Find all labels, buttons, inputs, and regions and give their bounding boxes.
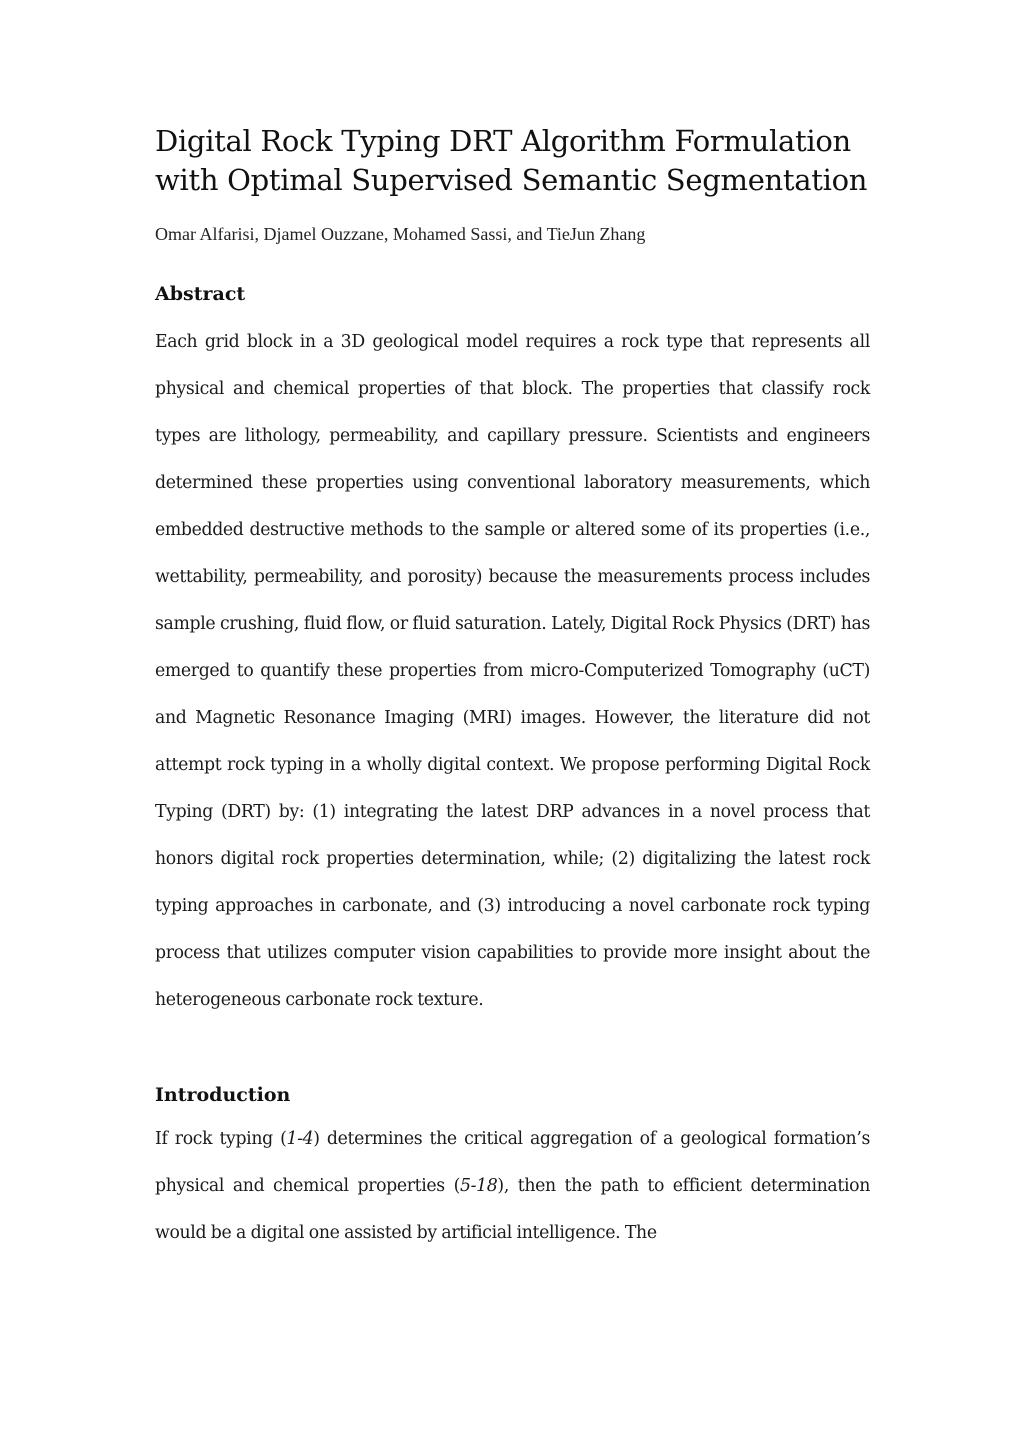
abstract-heading: Abstract [155, 283, 246, 305]
introduction-text-part-2: ) determines the critical aggregation of a geological formation’s physical and chemical properties ( [155, 1129, 870, 1196]
introduction-text-part-1: If rock typing ( [155, 1129, 287, 1149]
abstract-text: Each grid block in a 3D geological model requires a rock type that represents all physical and chemical properties of that block. The properties that classify rock types are lithology, permeability, and capillary pressure. Scientists and engineers determined these properties using conventional laboratory measurements, which embedded destructive methods to the sample or altered some of its properties (i.e., wettability, permeability, and porosity) because the measurements process includes sample crushing, fluid flow, or fluid saturation. Lately, Digital Rock Physics (DRT) has emerged to quantify these properties from micro-Computerized Tomography (uCT) and Magnetic Resonance Imaging (MRI) images. However, the literature did not attempt rock typing in a wholly digital context. We propose performing Digital Rock Typing (DRT) by: (1) integrating the latest DRP advances in a novel process that honors digital rock properties determination, while; (2) digitalizing the latest rock typing approaches in carbonate, and (3) introducing a novel carbonate rock typing process that utilizes computer vision capabilities to provide more insight about the heterogeneous carbonate rock texture. [155, 332, 870, 1010]
paper-page [155, 122, 870, 1257]
introduction-text [155, 1116, 870, 1257]
citation-5-18: 5-18 [459, 1176, 498, 1196]
paper-title [155, 122, 870, 200]
paper-title-line-1: Digital Rock Typing DRT Algorithm Formulation [155, 124, 851, 158]
paper-authors: Omar Alfarisi, Djamel Ouzzane, Mohamed Sassi, and TieJun Zhang [155, 224, 646, 244]
introduction-text-part-3: ), then the path to efficient determination would be a digital one assisted by artificial intelligence. The [155, 1176, 870, 1243]
introduction-heading: Introduction [155, 1084, 291, 1106]
paper-title-line-2: with Optimal Supervised Semantic Segmentation [155, 163, 868, 197]
citation-1-4: 1-4 [286, 1129, 314, 1149]
